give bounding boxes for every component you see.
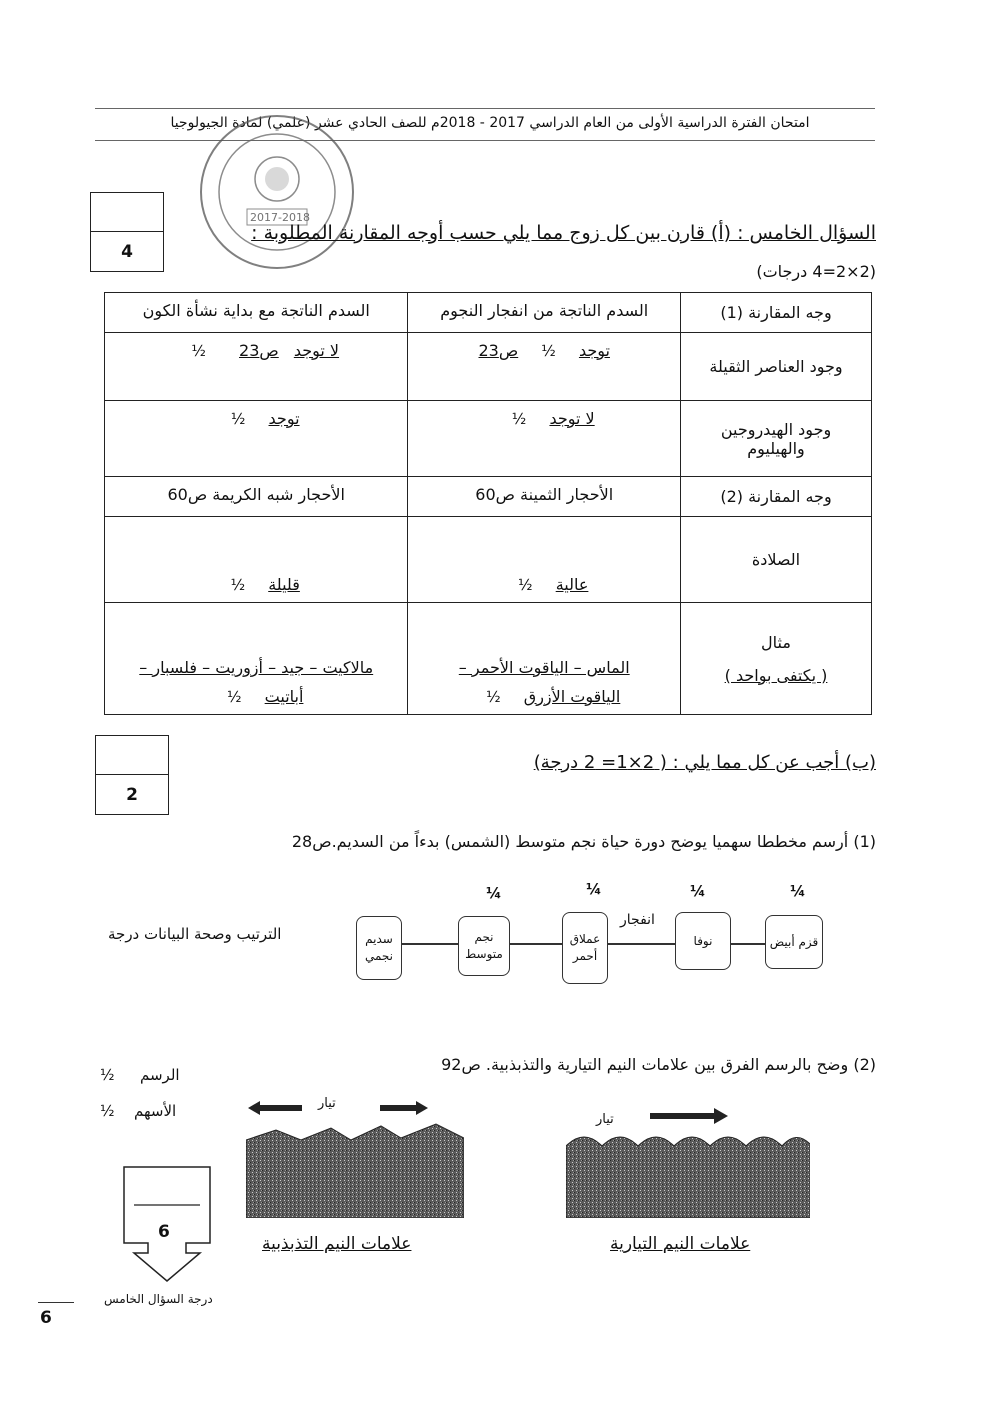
heavy-elements-a: [408, 333, 681, 401]
answer-text: لا توجد: [293, 341, 340, 360]
answer-text: توجد: [268, 409, 300, 428]
answer-text: لا توجد: [549, 409, 595, 428]
header-top-rule: [95, 108, 875, 109]
page-number-rule: [38, 1302, 74, 1303]
col-a1-header: السدم الناتجة من انفجار النجوم: [408, 293, 681, 333]
part-b-title: (ب) أجب عن كل مما يلي : ( 2×1= 2 درجة): [533, 752, 876, 773]
answer-text: قليلة: [268, 575, 300, 594]
hydrogen-b: [105, 401, 408, 477]
arrows-grade-label: الأسهم: [134, 1102, 177, 1120]
current-ripple-caption: علامات النيم التيارية: [610, 1234, 751, 1254]
page-number: 6: [40, 1308, 52, 1328]
current-arrow: [650, 1106, 728, 1126]
hardness-b: [105, 517, 408, 603]
row-heavy-elements-label: وجود العناصر الثقيلة: [681, 333, 872, 401]
mark: ½: [486, 688, 501, 706]
answer-text: عالية: [555, 575, 589, 594]
exam-header-title: امتحان الفترة الدراسية الأولى من العام الدراسي 2017 - 2018م للصف الحادي عشر (علمي) لمادة الجيولوجيا: [170, 115, 810, 131]
ministry-stamp: [200, 115, 354, 269]
mark: ½: [230, 576, 246, 594]
explosion-label: انفجار: [620, 912, 655, 928]
quarter-mark: ¼: [690, 882, 706, 900]
answer-text: توجد: [578, 341, 610, 360]
question-five-title: السؤال الخامس : (أ) قارن بين كل زوج مما يلي حسب أوجه المقارنة المطلوبة :: [251, 222, 876, 244]
stage-nebula: سديم نجمي: [356, 916, 402, 980]
stage-red-giant: عملاق أحمر: [562, 912, 608, 984]
hardness-a: [408, 517, 681, 603]
part-b-score: 2: [126, 784, 138, 805]
drawing-grade-mark: ½: [100, 1066, 115, 1084]
stage-white-dwarf: قزم أبيض: [765, 915, 823, 969]
left-arrow-icon: [248, 1101, 302, 1115]
col-a2-header: الأحجار الثمينة ص60: [408, 477, 681, 517]
score-box-blank: [91, 193, 163, 232]
oscillation-current-label: تيار: [318, 1096, 336, 1111]
stamp-emblem-icon: [202, 117, 352, 267]
score-box-blank: [96, 736, 168, 775]
col-b1-header: السدم الناتجة مع بداية نشأة الكون: [105, 293, 408, 333]
page-ref: ص23: [239, 341, 279, 360]
part-b-score-box: [95, 735, 169, 815]
mark: ½: [511, 410, 527, 428]
mark: ½: [230, 410, 246, 428]
mark: ½: [518, 576, 533, 594]
hydrogen-a: [408, 401, 681, 477]
stamp-year: 2017-2018: [250, 211, 310, 224]
hardness-label: الصلادة: [681, 517, 872, 603]
quarter-mark: ¼: [486, 884, 502, 902]
example-b-line2: أباتيت: [264, 687, 304, 706]
mark: ½: [191, 342, 206, 360]
current-ripple-rock: [566, 1132, 810, 1218]
example-a: [408, 603, 681, 715]
right-arrow-icon: [650, 1108, 728, 1124]
oscillation-ripple-caption: علامات النيم التذبذبية: [262, 1234, 412, 1254]
current-label: تيار: [596, 1112, 614, 1127]
arrows-grade-mark: ½: [100, 1102, 115, 1120]
stage-nova: نوفا: [675, 912, 731, 970]
stage-medium-star: نجم متوسط: [458, 916, 510, 976]
comparison-table: [104, 292, 872, 715]
oscillation-ripple-rock: [246, 1118, 464, 1218]
part-a-score: 4: [121, 241, 133, 262]
oscillation-arrows: [248, 1098, 428, 1118]
row-hydrogen-helium-label: وجود الهيدروجين والهيليوم: [681, 401, 872, 477]
comparison-1-label: وجه المقارنة (1): [681, 293, 872, 333]
example-b-line1: مالاكيت – جيد – أزوريت – فلسبار –: [139, 658, 374, 677]
example-note: ( يكتفى بواحد ): [724, 665, 828, 685]
part-a-score-box: [90, 192, 164, 272]
part-a-marks: (2×2=4 درجات): [756, 262, 876, 281]
total-score: 6: [158, 1222, 170, 1242]
example-b: [105, 603, 408, 715]
comparison-2-label: وجه المقارنة (2): [681, 477, 872, 517]
quarter-mark: ¼: [790, 882, 806, 900]
example-a-line2: الياقوت الأزرق: [523, 687, 621, 706]
page-ref: ص23: [478, 341, 519, 360]
mark: ½: [541, 342, 556, 360]
question-1: (1) أرسم مخططا سهميا يوضح دورة حياة نجم متوسط (الشمس) بدءاً من السديم.ص28: [291, 832, 876, 851]
quarter-mark: ¼: [586, 880, 602, 898]
question-2: (2) وضح بالرسم الفرق بين علامات النيم التيارية والتذبذبية. ص92: [441, 1055, 876, 1074]
example-a-line1: الماس – الياقوت الأحمر –: [458, 658, 630, 677]
mark: ½: [227, 688, 242, 706]
q1-grading-note: الترتيب وصحة البيانات درجة: [108, 925, 282, 943]
example-label: مثال: [761, 632, 791, 652]
total-score-label: درجة السؤال الخامس: [104, 1292, 213, 1306]
heavy-elements-b: [105, 333, 408, 401]
drawing-grade-label: الرسم: [140, 1066, 180, 1084]
example-label-cell: [681, 603, 872, 715]
col-b2-header: الأحجار شبه الكريمة ص60: [105, 477, 408, 517]
right-arrow-icon: [380, 1101, 428, 1115]
